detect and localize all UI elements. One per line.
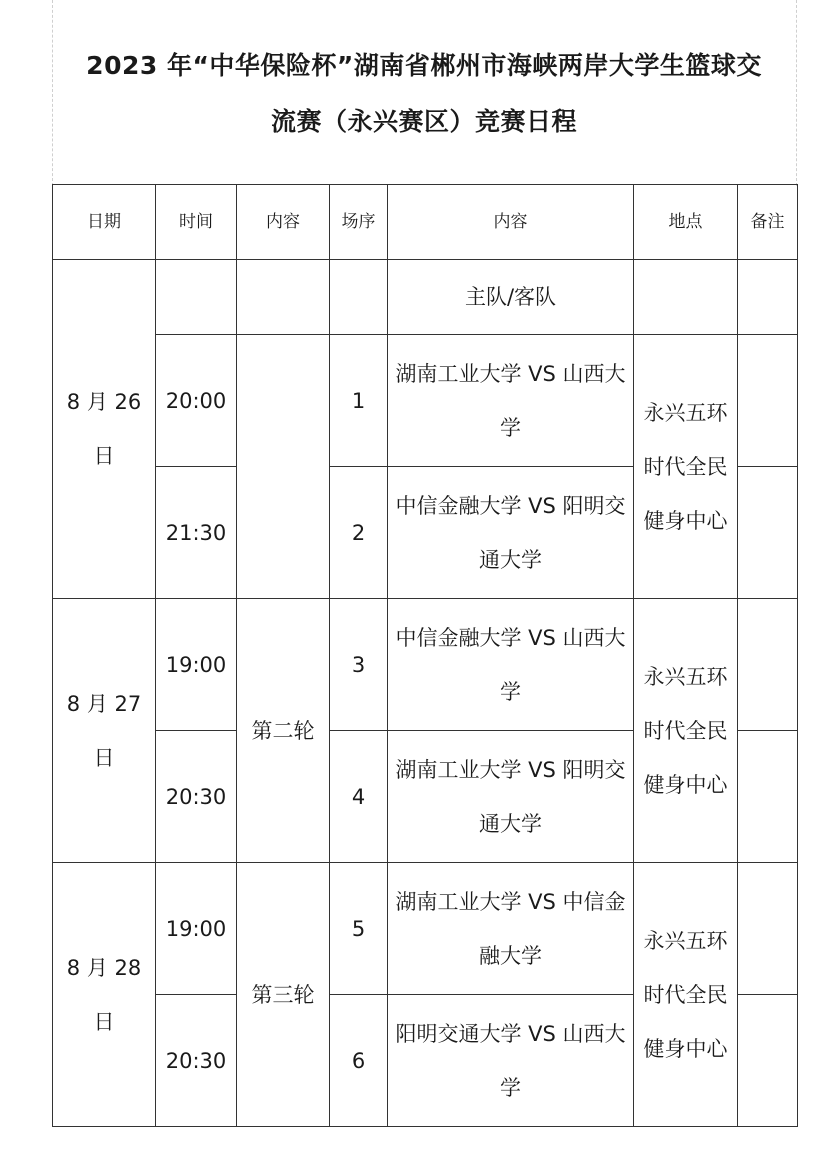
date-cell: 8 月 26 日 [53, 260, 156, 599]
home-away-label: 主队/客队 [388, 260, 634, 335]
venue-cell: 永兴五环时代全民健身中心 [634, 335, 738, 599]
note-cell [738, 599, 798, 731]
note-cell [738, 335, 798, 467]
time-cell: 21:30 [156, 467, 237, 599]
venue-cell: 永兴五环时代全民健身中心 [634, 863, 738, 1127]
schedule-table [52, 184, 798, 1127]
page-title [52, 38, 796, 150]
time-cell: 20:30 [156, 995, 237, 1127]
note-cell [738, 995, 798, 1127]
header-venue: 地点 [634, 185, 738, 260]
empty-cell [738, 260, 798, 335]
matchup-cell: 湖南工业大学 VS 中信金融大学 [388, 863, 634, 995]
note-cell [738, 467, 798, 599]
header-note: 备注 [738, 185, 798, 260]
matchup-cell: 中信金融大学 VS 阳明交通大学 [388, 467, 634, 599]
time-cell: 19:00 [156, 863, 237, 995]
time-cell: 20:30 [156, 731, 237, 863]
round-cell: 第三轮 [237, 863, 330, 1127]
title-line-1: 2023 年“中华保险杯”湖南省郴州市海峡两岸大学生篮球交 [86, 51, 762, 80]
venue-cell: 永兴五环时代全民健身中心 [634, 599, 738, 863]
game-row [53, 599, 798, 731]
round-cell: 第二轮 [237, 599, 330, 863]
empty-cell [330, 260, 388, 335]
note-cell [738, 731, 798, 863]
header-time: 时间 [156, 185, 237, 260]
note-cell [738, 863, 798, 995]
date-cell: 8 月 27 日 [53, 599, 156, 863]
date-cell: 8 月 28 日 [53, 863, 156, 1127]
header-order: 场序 [330, 185, 388, 260]
order-cell: 1 [330, 335, 388, 467]
matchup-cell: 阳明交通大学 VS 山西大学 [388, 995, 634, 1127]
order-cell: 3 [330, 599, 388, 731]
order-cell: 6 [330, 995, 388, 1127]
empty-cell [156, 260, 237, 335]
header-row [53, 185, 798, 260]
game-row [53, 863, 798, 995]
empty-cell [237, 260, 330, 335]
title-line-2: 流赛（永兴赛区）竞赛日程 [270, 107, 577, 136]
header-matchup: 内容 [388, 185, 634, 260]
page-guide-right [796, 0, 797, 186]
time-cell: 19:00 [156, 599, 237, 731]
header-date: 日期 [53, 185, 156, 260]
order-cell: 4 [330, 731, 388, 863]
round-cell [237, 335, 330, 599]
matchup-cell: 湖南工业大学 VS 山西大学 [388, 335, 634, 467]
order-cell: 5 [330, 863, 388, 995]
game-row [53, 335, 798, 467]
empty-cell [634, 260, 738, 335]
header-content: 内容 [237, 185, 330, 260]
matchup-cell: 湖南工业大学 VS 阳明交通大学 [388, 731, 634, 863]
subheader-row [53, 260, 798, 335]
matchup-cell: 中信金融大学 VS 山西大学 [388, 599, 634, 731]
time-cell: 20:00 [156, 335, 237, 467]
order-cell: 2 [330, 467, 388, 599]
